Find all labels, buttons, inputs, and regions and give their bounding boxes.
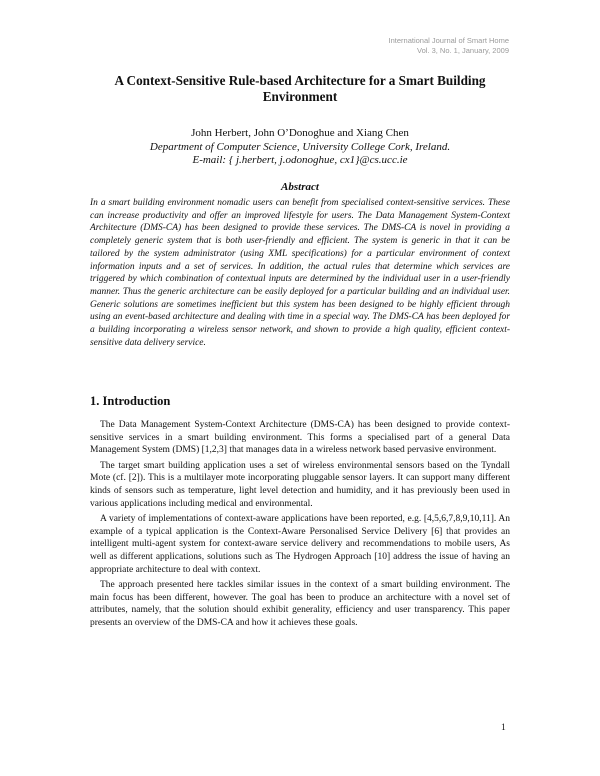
section-heading-introduction: 1. Introduction <box>90 394 171 408</box>
journal-volume: Vol. 3, No. 1, January, 2009 <box>416 46 509 55</box>
author-block <box>90 127 510 168</box>
author-affiliation: Department of Computer Science, University College Cork, Ireland. <box>149 140 451 153</box>
journal-header <box>389 36 509 56</box>
journal-name: International Journal of Smart Home <box>388 36 509 45</box>
paragraph: The Data Management System-Context Architecture (DMS-CA) has been designed to provide context-sensitive services in a smart building environment. This forms a specialised part of a general Data Management System (DMS) [1,2,3] that manages data in a wireless network based pervasive environment. <box>90 420 510 456</box>
introduction-body <box>90 419 510 633</box>
author-names: John Herbert, John O’Donoghue and Xiang Chen <box>191 127 409 139</box>
paragraph: The approach presented here tackles similar issues in the context of a smart building environment. The main focus has been different, however. The goal has been to produce an architecture with a novel set of attributes, namely, that the solution should exhibit generality, efficiency and user transparency. This paper presents an overview of the DMS-CA and how it achieves these goals. <box>90 580 510 628</box>
abstract-text: In a smart building environment nomadic users can benefit from specialised context-sensitive services. These can increase productivity and offer an improved lifestyle for users. The Data Management System-Context Architecture (DMS-CA) has been designed to provide these services. The DMS-CA is novel in providing a completely generic system that is both user-friendly and efficient. The system is generic in that it can be tailored by the system administrator (using XML specifications) for a particular environment of context information inputs and a set of services. In addition, the actual rules that determine which services are triggered by which combination of contextual inputs are determined by the individual user in a user-friendly manner. Thus the generic architecture can be easily deployed for a particular building and an individual user. Generic solutions are sometimes inefficient but this system has been designed to be highly efficient through using an event-based architecture and dealing with time in a special way. The DMS-CA has been deployed for a building incorporating a wireless sensor network, and shown to provide a high quality, efficient context-sensitive data delivery service. <box>90 198 510 348</box>
paper-title: A Context-Sensitive Rule-based Architecture for a Smart Building Environment <box>114 73 486 104</box>
paragraph: A variety of implementations of context-aware applications have been reported, e.g. [4,5,6,7,8,9,10,11]. An example of a typical application is the Context-Aware Personalised Service Delivery [6] that provides an intelligent multi-agent system for context-aware service delivery and recommendations to mobile users, As well as different applications, solutions such as The Hydrogen Approach [10] address the issue of having an appropriate architecture to deal with context. <box>90 514 510 575</box>
abstract-heading: Abstract <box>281 181 319 193</box>
paragraph: The target smart building application uses a set of wireless environmental sensors based on the Tyndall Mote (cf. [2]). This is a multilayer mote incorporating pluggable sensor layers. It can support many different kinds of sensors such as temperature, light level detection and humidity, and it has previously been used in various applications including medical and environmental. <box>90 460 510 509</box>
page-number: 1 <box>501 723 506 733</box>
author-email: E-mail: { j.herbert, j.odonoghue, cx1}@cs.ucc.ie <box>192 154 408 166</box>
